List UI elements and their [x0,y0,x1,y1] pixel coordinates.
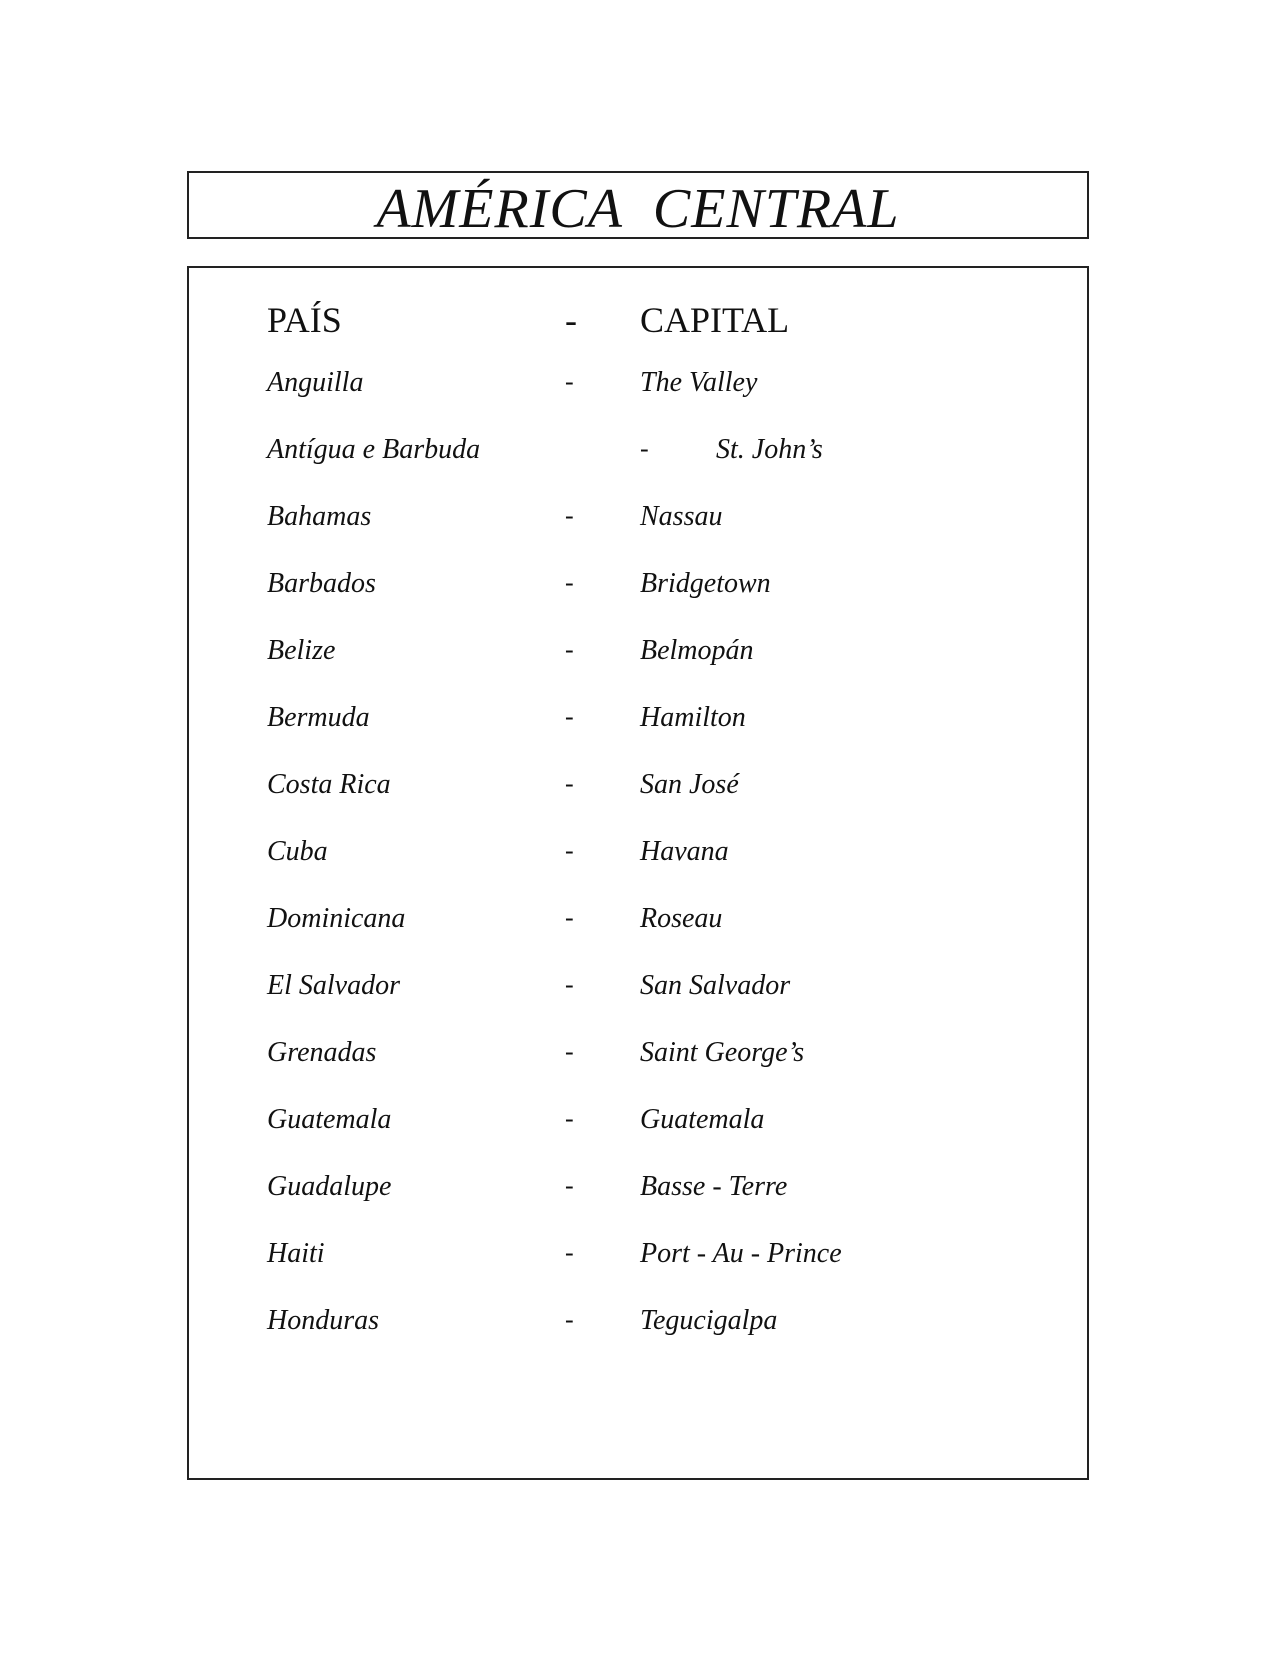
row-separator: - [565,1305,574,1334]
table-row [189,367,1087,407]
country-name: Grenadas [267,1037,377,1068]
country-name: Costa Rica [267,769,391,800]
row-separator: - [565,1238,574,1267]
table-row [189,1104,1087,1144]
page-title: AMÉRICA CENTRAL [376,178,900,240]
header-country: PAÍS [267,300,342,340]
row-separator: - [565,1171,574,1200]
capital-name: The Valley [640,367,758,398]
row-separator: - [565,702,574,731]
row-separator: - [565,367,574,396]
country-name: Barbados [267,568,376,599]
country-name: Dominicana [267,903,406,934]
table-row [189,434,1087,474]
table-row [189,970,1087,1010]
country-capital-table [187,266,1089,1480]
table-row [189,1171,1087,1211]
row-separator: - [565,635,574,664]
country-name: Bahamas [267,501,372,532]
capital-name: Hamilton [640,702,746,733]
capital-name: Bridgetown [640,568,771,599]
row-separator: - [640,434,649,463]
capital-name: Port - Au - Prince [640,1238,842,1269]
table-row [189,702,1087,742]
table-row [189,903,1087,943]
row-separator: - [565,1037,574,1066]
capital-name: St. John’s [716,434,823,465]
capital-name: Saint George’s [640,1037,805,1068]
country-name: Belize [267,635,336,666]
country-name: Anguilla [267,367,364,398]
table-row [189,501,1087,541]
row-separator: - [565,769,574,798]
table-row [189,1037,1087,1077]
capital-name: Belmopán [640,635,754,666]
row-separator: - [565,501,574,530]
row-separator: - [565,970,574,999]
row-separator: - [565,568,574,597]
table-header [189,299,1087,339]
table-row [189,836,1087,876]
header-separator: - [565,300,577,340]
capital-name: Nassau [640,501,723,532]
table-row [189,1238,1087,1278]
table-row [189,568,1087,608]
country-name: Cuba [267,836,328,867]
country-name: Guadalupe [267,1171,392,1202]
capital-name: Tegucigalpa [640,1305,778,1336]
country-name: Haiti [267,1238,325,1269]
header-capital: CAPITAL [640,300,790,340]
country-name: Antígua e Barbuda [267,434,481,465]
table-row [189,1305,1087,1345]
country-name: Guatemala [267,1104,392,1135]
row-separator: - [565,1104,574,1133]
capital-name: Basse - Terre [640,1171,788,1202]
capital-name: Roseau [640,903,723,934]
table-row [189,769,1087,809]
capital-name: San Salvador [640,970,791,1001]
country-name: Honduras [267,1305,380,1336]
row-separator: - [565,903,574,932]
title-box [187,171,1089,239]
country-name: El Salvador [267,970,400,1001]
capital-name: Guatemala [640,1104,765,1135]
row-separator: - [565,836,574,865]
capital-name: San José [640,769,739,800]
table-row [189,635,1087,675]
capital-name: Havana [640,836,729,867]
country-name: Bermuda [267,702,370,733]
